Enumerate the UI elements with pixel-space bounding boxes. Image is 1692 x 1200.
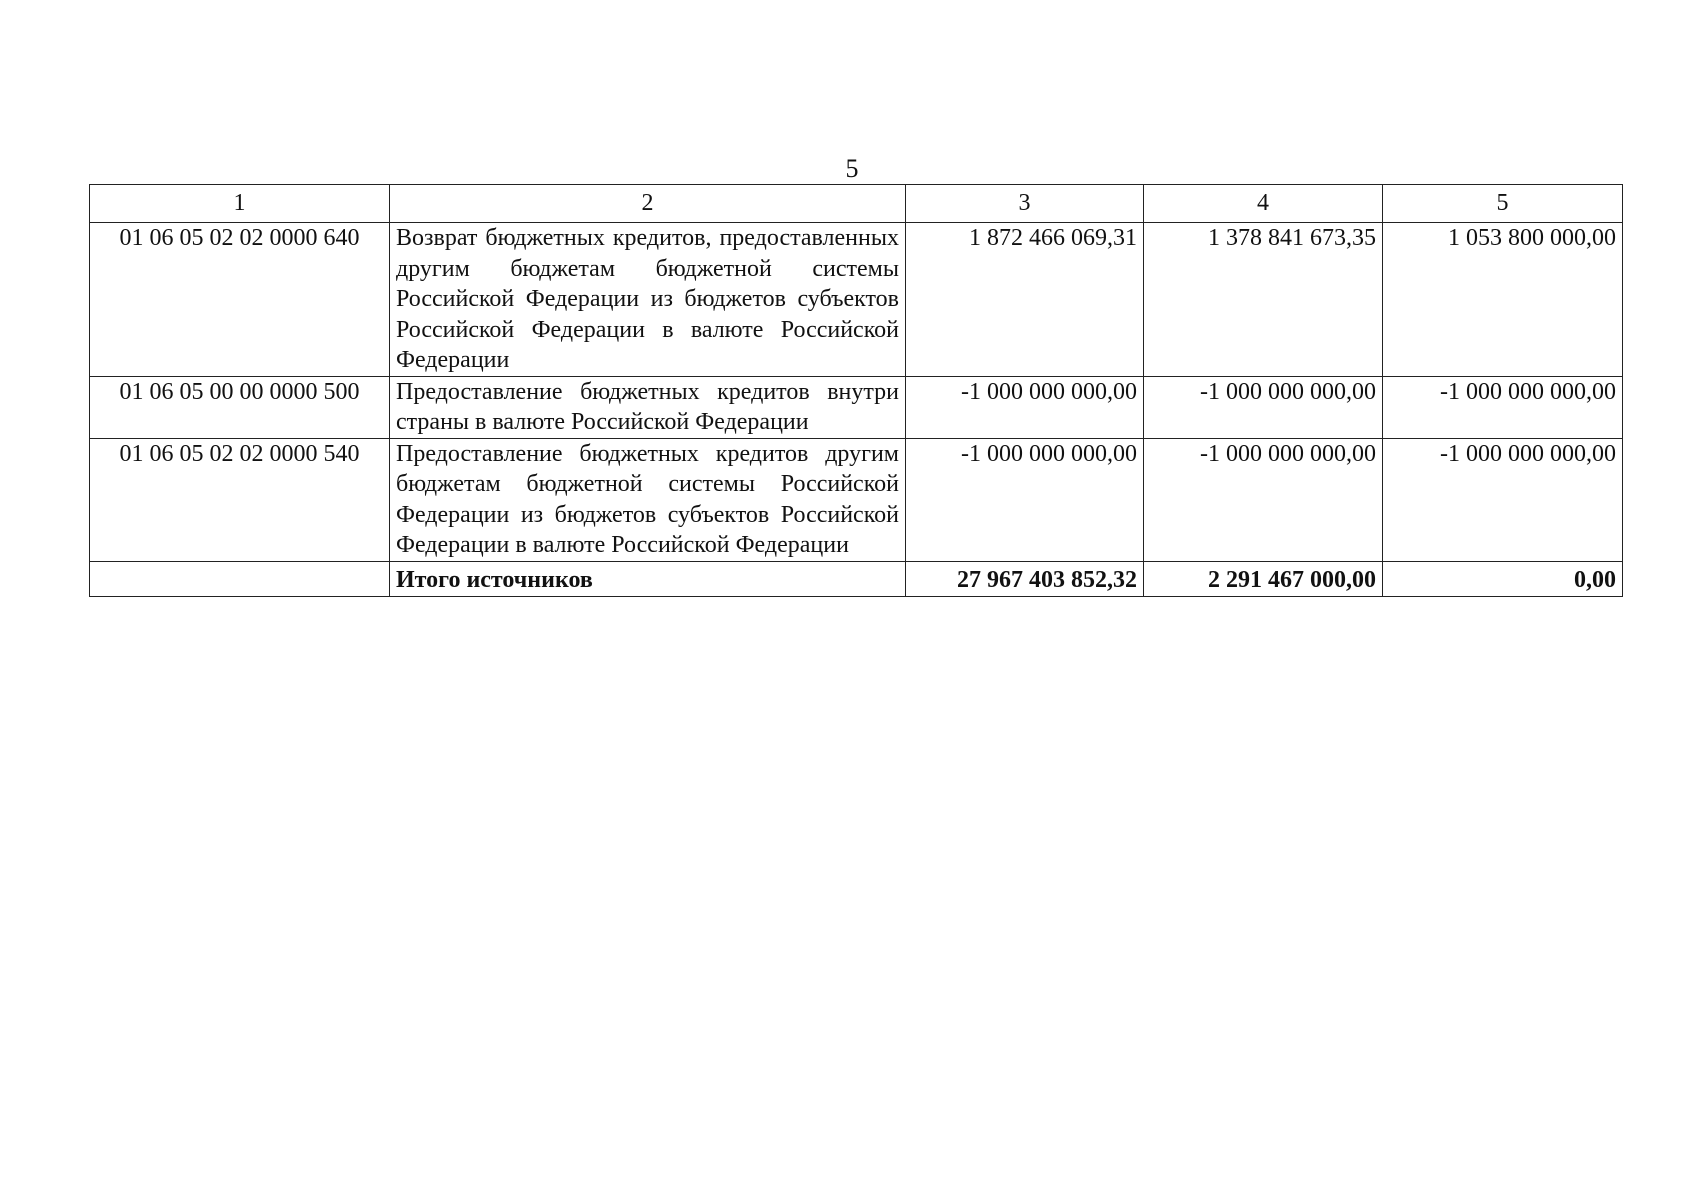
budget-code-cell: 01 06 05 02 02 0000 640: [90, 223, 390, 377]
amount-col3-cell: -1 000 000 000,00: [906, 376, 1144, 438]
description-cell: Предоставление бюджетных кредитов внутри страны в валюте Российской Федерации: [390, 376, 906, 438]
amount-col3-cell: -1 000 000 000,00: [906, 438, 1144, 561]
description-cell: Возврат бюджетных кредитов, предоставленных другим бюджетам бюджетной системы Российской Федерации из бюджетов субъектов Российской Федерации в валюте Российской Федерации: [390, 223, 906, 377]
total-row: [90, 561, 1623, 596]
amount-col5-cell: -1 000 000 000,00: [1383, 376, 1623, 438]
header-col-2: 2: [390, 185, 906, 223]
amount-col3-cell: 1 872 466 069,31: [906, 223, 1144, 377]
total-col3-cell: 27 967 403 852,32: [906, 561, 1144, 596]
amount-col4-cell: -1 000 000 000,00: [1144, 438, 1383, 561]
budget-code-cell: 01 06 05 02 02 0000 540: [90, 438, 390, 561]
total-col4-cell: 2 291 467 000,00: [1144, 561, 1383, 596]
total-label: Итого источников: [390, 561, 906, 596]
total-code-cell: [90, 561, 390, 596]
amount-col4-cell: -1 000 000 000,00: [1144, 376, 1383, 438]
header-col-1: 1: [90, 185, 390, 223]
header-col-3: 3: [906, 185, 1144, 223]
budget-code-cell: 01 06 05 00 00 0000 500: [90, 376, 390, 438]
amount-col5-cell: -1 000 000 000,00: [1383, 438, 1623, 561]
total-col5-cell: 0,00: [1383, 561, 1623, 596]
description-cell: Предоставление бюджетных кредитов другим бюджетам бюджетной системы Российской Федерации из бюджетов субъектов Российской Федерации в валюте Российской Федерации: [390, 438, 906, 561]
header-row: [90, 185, 1623, 223]
budget-sources-table: [89, 184, 1623, 597]
amount-col5-cell: 1 053 800 000,00: [1383, 223, 1623, 377]
table-row: [90, 376, 1623, 438]
table-row: [90, 223, 1623, 377]
page-number: 5: [845, 154, 859, 183]
header-col-4: 4: [1144, 185, 1383, 223]
amount-col4-cell: 1 378 841 673,35: [1144, 223, 1383, 377]
table-row: [90, 438, 1623, 561]
header-col-5: 5: [1383, 185, 1623, 223]
